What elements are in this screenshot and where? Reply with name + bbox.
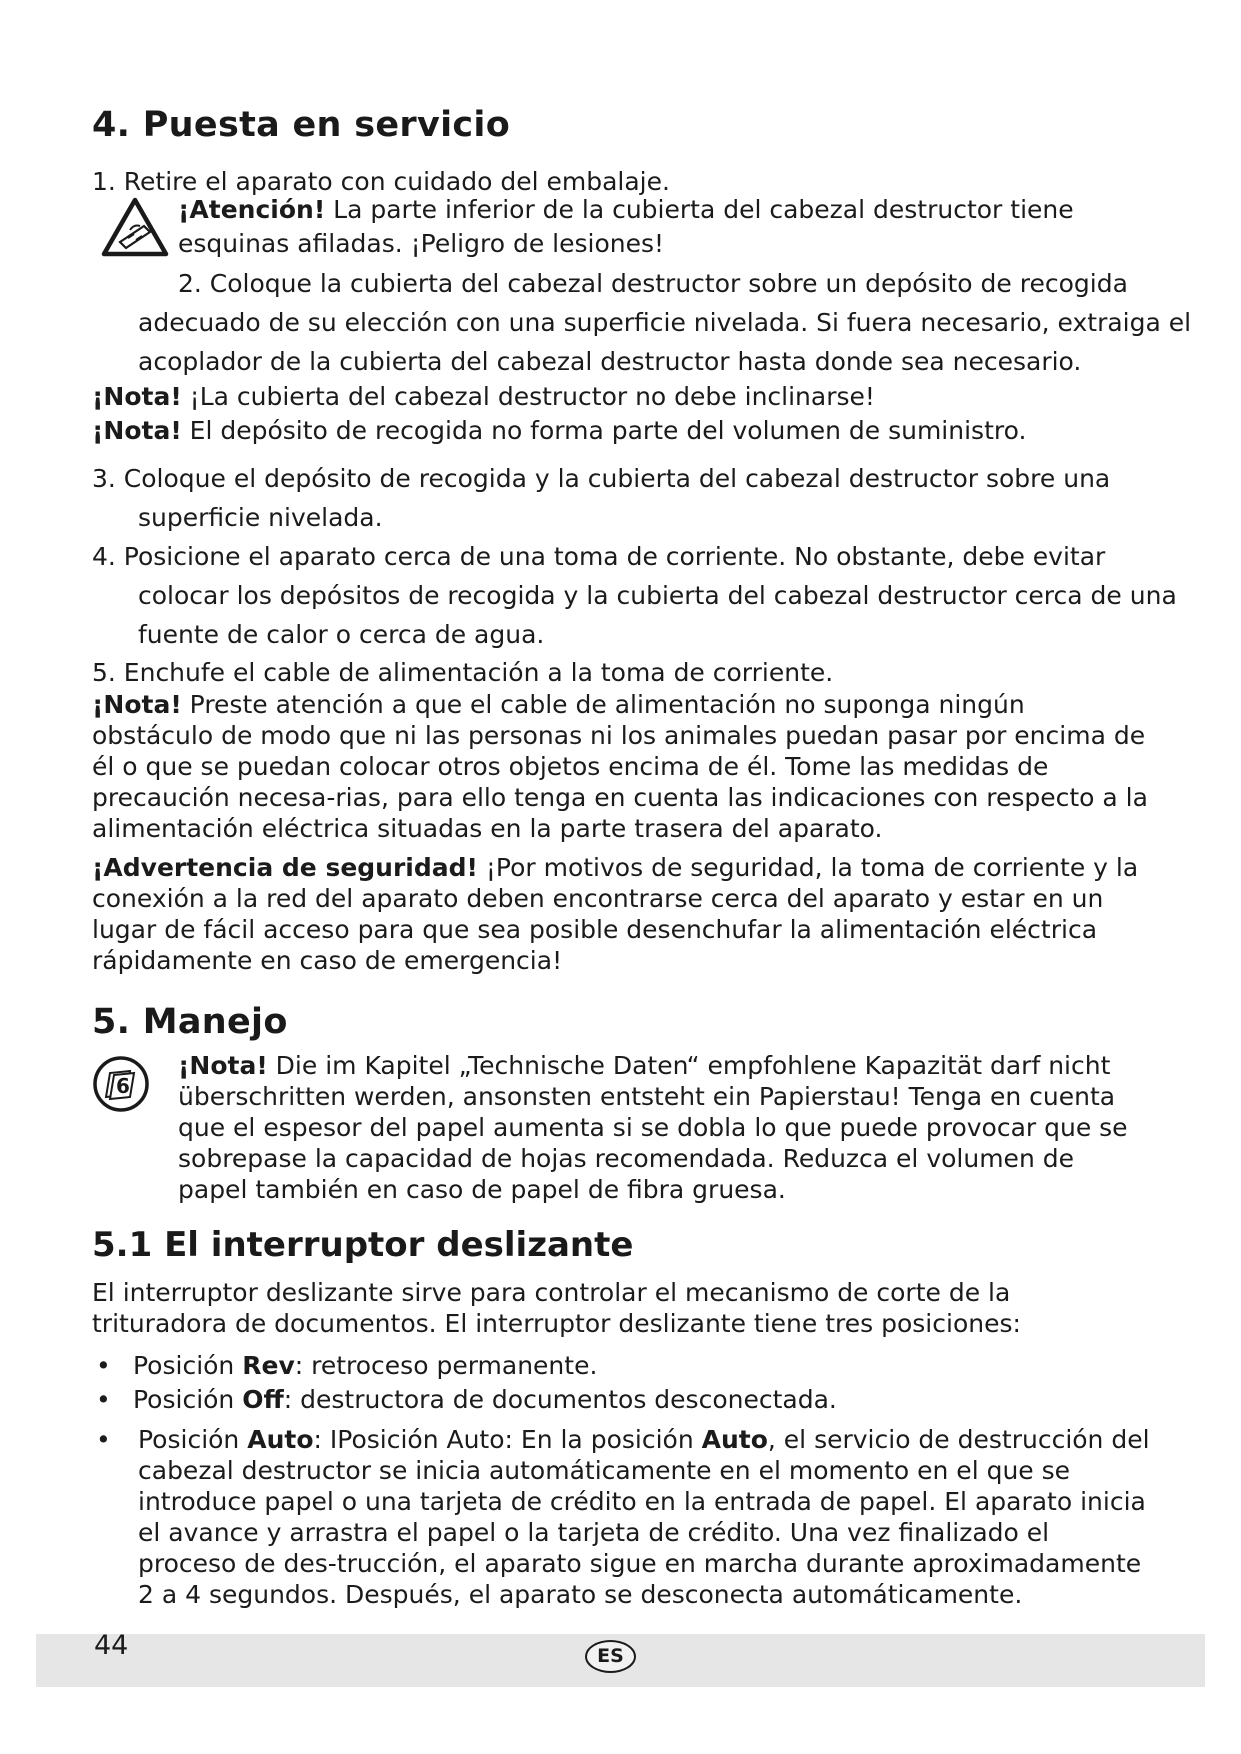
step-4-line-1: 4. Posicione el aparato cerca de una toma de corriente. No obstante, debe evitar [92,542,1106,571]
warning-cut-hazard-icon [100,196,170,258]
advertencia-seguridad: ¡Advertencia de seguridad! ¡Por motivos de seguridad, la toma de corriente y la conexión a la red del aparato deben encontrarse cerca del aparato y estar en un lugar de fácil acceso para que sea posible desenchufar la alimentación eléctrica rápidamente en caso de emergencia! [92,853,1139,975]
nota-3: ¡Nota! Preste atención a que el cable de alimentación no suponga ningún obstáculo de modo que ni las personas ni los animales puedan pasar por encima de él o que se puedan colocar otros objetos encima de él. Tome las medidas de precaución necesa-rias, para ello tenga en cuenta las indicaciones con respecto a la alimentación eléctrica situadas en la parte trasera del aparato. [92,690,1148,843]
atencion-line-1: ¡Atención! La parte inferior de la cubierta del cabezal destructor tiene [178,195,1074,224]
step-2-line-3: acoplador de la cubierta del cabezal destructor hasta donde sea necesario. [138,347,1082,376]
bullet-auto: Posición Auto: IPosición Auto: En la posición Auto, el servicio de destrucción del cabezal destructor se inicia automáticamente en el momento en el que se introduce papel o una tarjeta de crédito en la entrada de papel. El aparato inicia el avance y arrastra el papel o la tarjeta de crédito. Una vez finalizado el proceso de des-trucción, el aparato sigue en marcha durante aproximadamente 2 a 4 segundos. Después, el aparato se desconecta automáticamente. [138,1425,1150,1609]
step-2-line-2: adecuado de su elección con una superficie nivelada. Si fuera necesario, extraiga el [138,308,1192,337]
nota-capacidad: ¡Nota! Die im Kapitel „Technische Daten“ empfohlene Kapazität darf nicht überschritten werden, ansonsten entsteht ein Papierstau! Tenga en cuenta que el espesor del papel aumenta si se dobla lo que puede provocar que se sobrepase la capacidad de hojas recomendada. Reduzca el volumen de papel también en caso de papel de fibra gruesa. [178,1051,1128,1204]
page-number: 44 [94,1630,129,1661]
step-3-line-1: 3. Coloque el depósito de recogida y la cubierta del cabezal destructor sobre una [92,464,1111,493]
advertencia-label: ¡Advertencia de seguridad! [92,853,478,882]
bullet-rev: Posición Rev: retroceso permanente. [133,1351,598,1380]
nota-label: ¡Nota! [92,382,182,411]
step-4-line-3: fuente de calor o cerca de agua. [138,620,545,649]
atencion-line-2: esquinas afiladas. ¡Peligro de lesiones! [178,229,665,258]
nota-label: ¡Nota! [92,690,182,719]
capacity-number: 6 [116,1074,130,1098]
interruptor-intro: El interruptor deslizante sirve para controlar el mecanismo de corte de la trituradora de documentos. El interruptor deslizante tiene tres posiciones: [92,1278,1021,1338]
section-4-heading: 4. Puesta en servicio [92,105,511,145]
language-badge: ES [585,1640,636,1673]
bullet-dot: • [96,1425,111,1454]
step-3-line-2: superficie nivelada. [138,503,383,532]
bullet-off: Posición Off: destructora de documentos desconectada. [133,1385,837,1414]
step-5: 5. Enchufe el cable de alimentación a la toma de corriente. [92,658,834,687]
section-5-1-heading: 5.1 El interruptor deslizante [92,1225,634,1265]
step-2-line-1: 2. Coloque la cubierta del cabezal destructor sobre un depósito de recogida [178,269,1128,298]
step-4-line-2: colocar los depósitos de recogida y la cubierta del cabezal destructor cerca de una [138,581,1177,610]
nota-2: ¡Nota! El depósito de recogida no forma parte del volumen de suministro. [92,416,1027,445]
atencion-label: ¡Atención! [178,195,326,224]
nota-label: ¡Nota! [92,416,182,445]
step-1: 1. Retire el aparato con cuidado del embalaje. [92,167,670,196]
capacity-info-icon [92,1055,150,1113]
bullet-dot: • [96,1351,111,1380]
nota-label: ¡Nota! [178,1051,268,1080]
section-5-heading: 5. Manejo [92,1002,288,1042]
nota-1: ¡Nota! ¡La cubierta del cabezal destructor no debe inclinarse! [92,382,875,411]
bullet-dot: • [96,1385,111,1414]
